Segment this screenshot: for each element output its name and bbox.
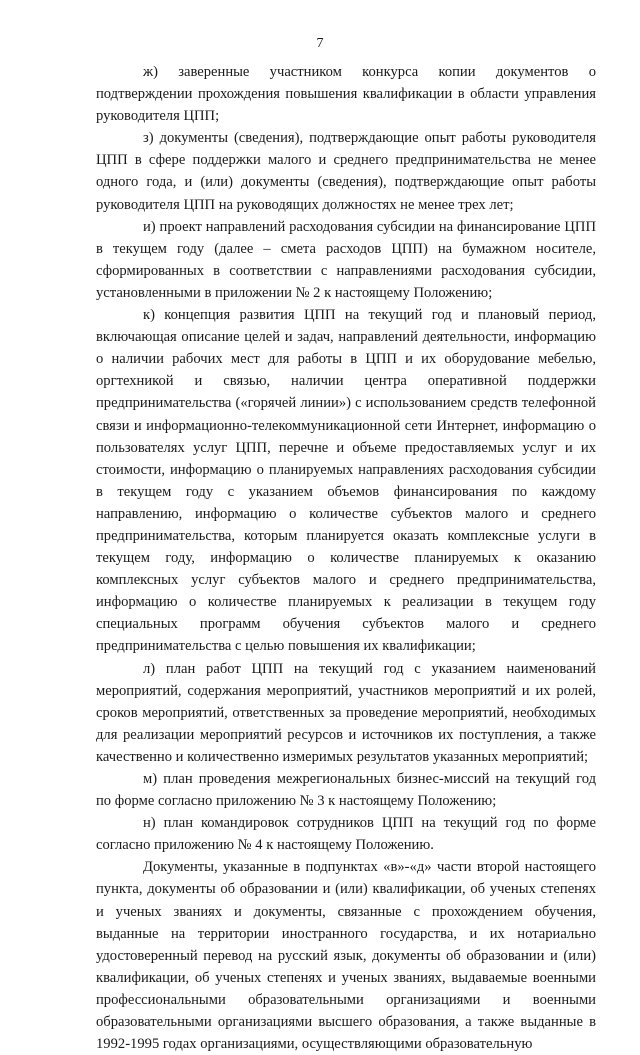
document-body [96,61,596,1055]
page-number: 7 [316,36,324,51]
paragraph-item-zh: ж) заверенные участником конкурса копии документов о подтверждении прохождения повышения квалификации в области управления руководителя ЦПП; [96,64,596,125]
paragraph-item-m: м) план проведения межрегиональных бизнес-миссий на текущий год по форме согласно приложению № 3 к настоящему Положению; [96,771,596,810]
paragraph-item-k: к) концепция развития ЦПП на текущий год и плановый период, включающая описание целей и задач, направлений деятельности, информацию о наличии рабочих мест для работы в ЦПП и их оборудование мебелью, оргтехникой и связью, наличии центра оперативной поддержки предпринимательства («горячей линии») с использованием средств телефонной связи и информационно-телекоммуникационной сети Интернет, информацию о пользователях услуг ЦПП, перечне и объеме предоставляемых услуг и их стоимости, информацию о планируемых направлениях расходования субсидии в текущем году с указанием объемов финансирования по каждому направлению, информацию о количестве субъектов малого и среднего предпринимательства, которым планируется оказать комплексные услуги в текущем году, информацию о количестве планируемых к оказанию комплексных услуг субъектов малого и среднего предпринимательства, информацию о количестве планируемых к реализации в текущем году специальных программ обучения субъектов малого и среднего предпринимательства с целью повышения их квалификации; [96,307,596,655]
paragraph-documents: Документы, указанные в подпунктах «в»-«д» части второй настоящего пункта, документы об образовании и (или) квалификации, об ученых степенях и ученых званиях и документы, связанные с прохождением обучения, выданные на территории иностранного государства, и их нотариально удостоверенный перевод на русский язык, документы об образовании и (или) квалификации, об ученых степенях и ученых званиях, выдаваемые военными профессиональными образовательными организациями и военными образовательными организациями высшего образования, а также выданные в 1992-1995 годах организациями, осуществляющими образовательную [96,859,596,1053]
paragraph-item-i: и) проект направлений расходования субсидии на финансирование ЦПП в текущем году (далее – смета расходов ЦПП) на бумажном носителе, сформированных в соответствии с направлениями расходования субсидии, установленными в приложении № 2 к настоящему Положению; [96,218,596,301]
paragraph-item-n: н) план командировок сотрудников ЦПП на текущий год по форме согласно приложению № 4 к настоящему Положению. [96,815,596,854]
paragraph-item-l: л) план работ ЦПП на текущий год с указанием наименований мероприятий, содержания мероприятий, участников мероприятий и их ролей, сроков мероприятий, ответственных за проведение мероприятий, необходимых для реализации мероприятий ресурсов и источников их поступления, а также качественно и количественно измеримых результатов указанных мероприятий; [96,660,596,765]
paragraph-item-z: з) документы (сведения), подтверждающие опыт работы руководителя ЦПП в сфере поддержки малого и среднего предпринимательства не менее одного года, и (или) документы (сведения), подтверждающие опыт работы руководителя ЦПП на руководящих должностях не менее трех лет; [96,130,596,213]
